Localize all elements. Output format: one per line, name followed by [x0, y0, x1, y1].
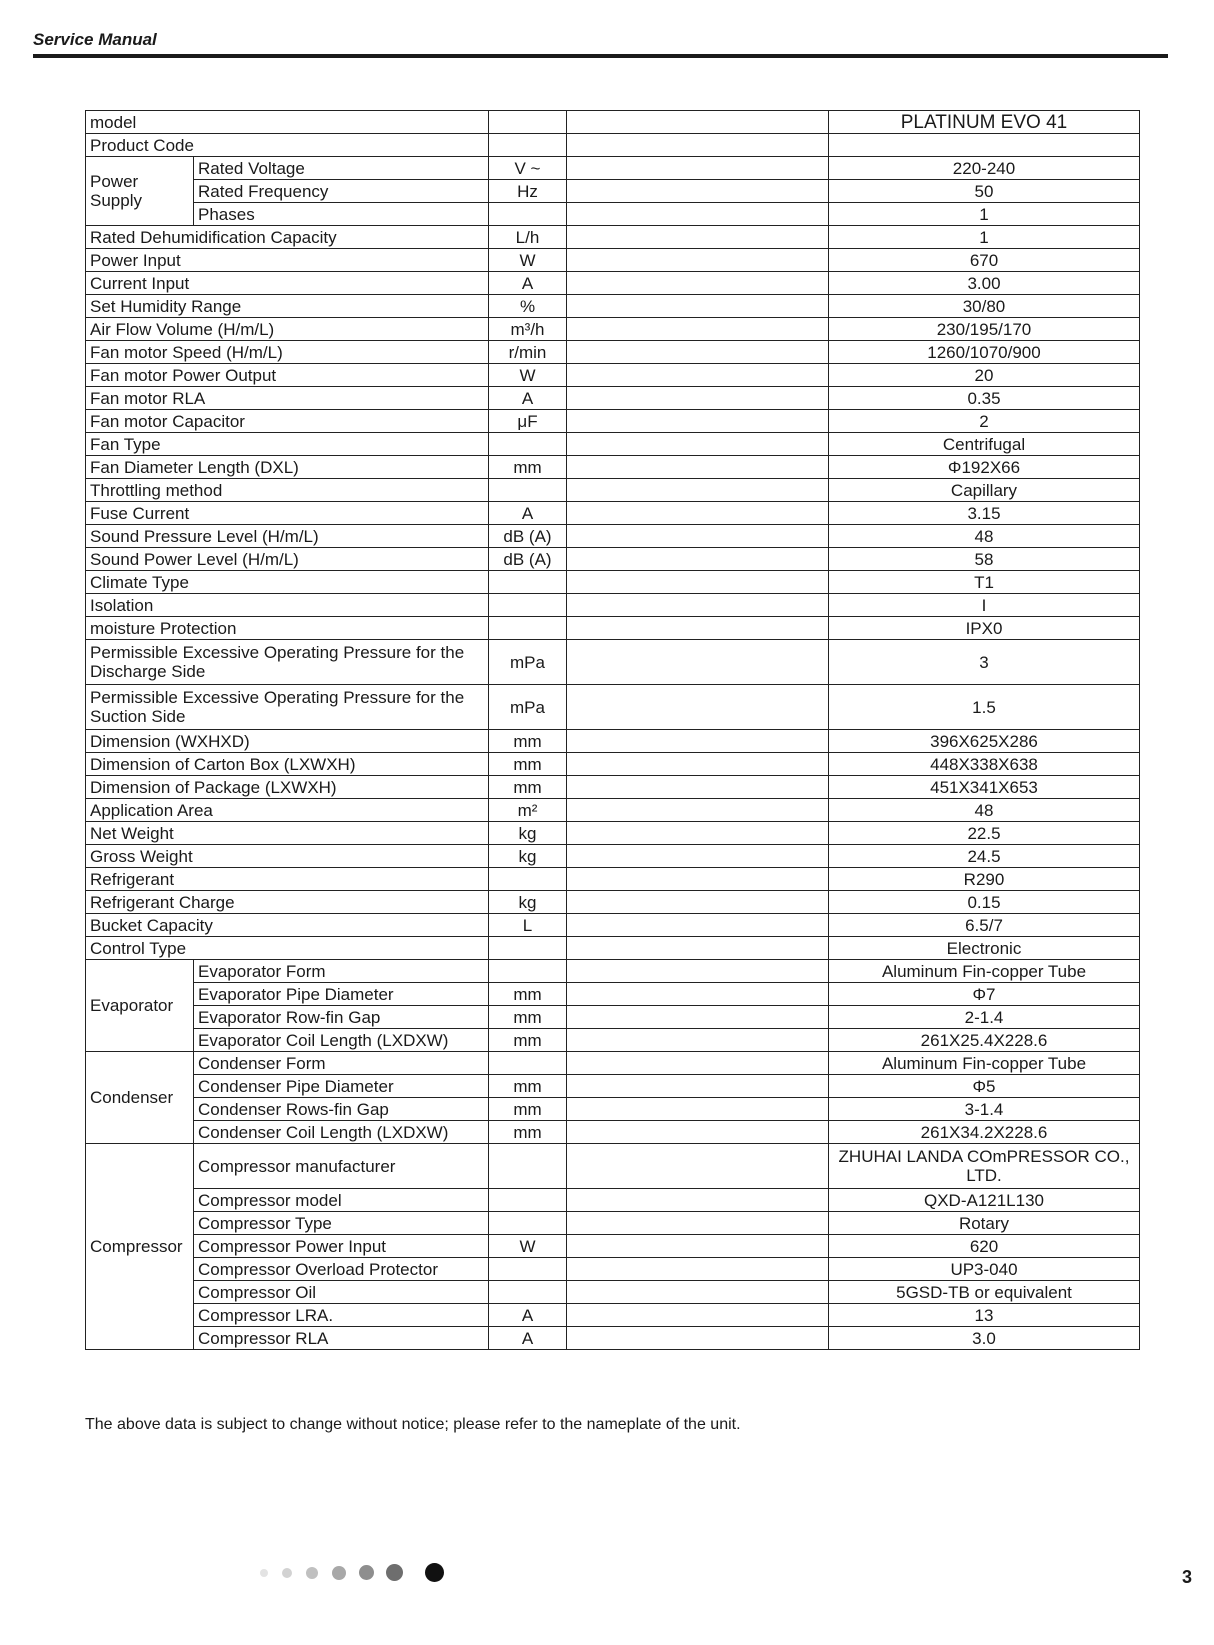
table-row	[86, 203, 1140, 226]
row-unit: L/h	[489, 226, 567, 249]
table-row	[86, 157, 1140, 180]
table-row	[86, 983, 1140, 1006]
row-blank-cell	[567, 640, 829, 685]
row-label: Compressor Oil	[194, 1281, 489, 1304]
row-unit: dB (A)	[489, 548, 567, 571]
table-row	[86, 868, 1140, 891]
row-blank-cell	[567, 1121, 829, 1144]
table-row	[86, 1304, 1140, 1327]
table-row	[86, 341, 1140, 364]
row-unit: mPa	[489, 640, 567, 685]
row-label: Evaporator Row-fin Gap	[194, 1006, 489, 1029]
row-blank-cell	[567, 1189, 829, 1212]
row-blank-cell	[567, 960, 829, 983]
row-unit: A	[489, 502, 567, 525]
row-blank-cell	[567, 387, 829, 410]
row-label: Fan motor Capacitor	[86, 410, 489, 433]
model-value: PLATINUM EVO 41	[829, 111, 1140, 134]
model-unit-cell	[489, 111, 567, 134]
row-blank-cell	[567, 525, 829, 548]
row-label: Dimension of Carton Box (LXWXH)	[86, 753, 489, 776]
table-row	[86, 502, 1140, 525]
row-label: Throttling method	[86, 479, 489, 502]
row-value: 620	[829, 1235, 1140, 1258]
table-row	[86, 479, 1140, 502]
row-label: Set Humidity Range	[86, 295, 489, 318]
row-label: Condenser Pipe Diameter	[194, 1075, 489, 1098]
row-label: Rated Dehumidification Capacity	[86, 226, 489, 249]
row-value: 3-1.4	[829, 1098, 1140, 1121]
group-condenser: Condenser	[86, 1052, 194, 1144]
page-header-title: Service Manual	[33, 30, 157, 49]
row-blank-cell	[567, 983, 829, 1006]
row-value: 6.5/7	[829, 914, 1140, 937]
table-row	[86, 937, 1140, 960]
row-value: I	[829, 594, 1140, 617]
row-label: Compressor Power Input	[194, 1235, 489, 1258]
row-value: 261X25.4X228.6	[829, 1029, 1140, 1052]
row-unit	[489, 571, 567, 594]
row-blank-cell	[567, 203, 829, 226]
row-unit: mm	[489, 1029, 567, 1052]
row-blank-cell	[567, 1258, 829, 1281]
row-label: Evaporator Pipe Diameter	[194, 983, 489, 1006]
table-row	[86, 594, 1140, 617]
row-unit: kg	[489, 891, 567, 914]
row-unit: mm	[489, 456, 567, 479]
row-unit: A	[489, 1327, 567, 1350]
row-label: Compressor RLA	[194, 1327, 489, 1350]
row-value: 261X34.2X228.6	[829, 1121, 1140, 1144]
row-label: Refrigerant Charge	[86, 891, 489, 914]
row-unit: V ~	[489, 157, 567, 180]
row-blank-cell	[567, 318, 829, 341]
row-unit: mm	[489, 1006, 567, 1029]
dot-5	[359, 1565, 374, 1580]
table-row	[86, 456, 1140, 479]
row-value: 50	[829, 180, 1140, 203]
row-label: Fuse Current	[86, 502, 489, 525]
row-value: 3	[829, 640, 1140, 685]
row-value: 670	[829, 249, 1140, 272]
row-label: Sound Pressure Level (H/m/L)	[86, 525, 489, 548]
table-row	[86, 640, 1140, 685]
spec-table-body	[86, 111, 1140, 1350]
group-evaporator: Evaporator	[86, 960, 194, 1052]
row-unit: W	[489, 1235, 567, 1258]
table-row	[86, 891, 1140, 914]
row-value: T1	[829, 571, 1140, 594]
row-value: 20	[829, 364, 1140, 387]
table-row	[86, 226, 1140, 249]
row-label: Climate Type	[86, 571, 489, 594]
row-value: Aluminum Fin-copper Tube	[829, 1052, 1140, 1075]
row-label: Dimension of Package (LXWXH)	[86, 776, 489, 799]
row-value: UP3-040	[829, 1258, 1140, 1281]
row-blank-cell	[567, 1006, 829, 1029]
row-unit: mm	[489, 730, 567, 753]
row-blank-cell	[567, 891, 829, 914]
row-blank-cell	[567, 433, 829, 456]
row-blank-cell	[567, 1144, 829, 1189]
row-value: Centrifugal	[829, 433, 1140, 456]
row-unit	[489, 479, 567, 502]
row-value: 3.00	[829, 272, 1140, 295]
row-unit: m²	[489, 799, 567, 822]
row-value: 230/195/170	[829, 318, 1140, 341]
row-unit: mm	[489, 1121, 567, 1144]
table-row	[86, 295, 1140, 318]
table-row	[86, 960, 1140, 983]
row-value: 24.5	[829, 845, 1140, 868]
row-label: Compressor Type	[194, 1212, 489, 1235]
table-row	[86, 410, 1140, 433]
row-label: Rated Voltage	[194, 157, 489, 180]
row-unit	[489, 1189, 567, 1212]
row-value: R290	[829, 868, 1140, 891]
table-row	[86, 799, 1140, 822]
row-label: Refrigerant	[86, 868, 489, 891]
row-label: Evaporator Form	[194, 960, 489, 983]
table-row	[86, 617, 1140, 640]
row-unit: W	[489, 364, 567, 387]
row-label: Control Type	[86, 937, 489, 960]
row-blank-cell	[567, 341, 829, 364]
table-row	[86, 1258, 1140, 1281]
table-row	[86, 1235, 1140, 1258]
table-row	[86, 822, 1140, 845]
row-unit	[489, 1052, 567, 1075]
row-value: IPX0	[829, 617, 1140, 640]
row-blank-cell	[567, 272, 829, 295]
row-unit: A	[489, 1304, 567, 1327]
row-unit	[489, 1212, 567, 1235]
table-row	[86, 1144, 1140, 1189]
row-unit	[489, 617, 567, 640]
table-row	[86, 776, 1140, 799]
row-blank-cell	[567, 776, 829, 799]
table-row	[86, 249, 1140, 272]
table-row	[86, 571, 1140, 594]
row-unit: A	[489, 272, 567, 295]
row-label: Fan motor Speed (H/m/L)	[86, 341, 489, 364]
page-number: 3	[1181, 1567, 1192, 1587]
table-row	[86, 730, 1140, 753]
group-power-supply: Power Supply	[86, 157, 194, 226]
table-row	[86, 180, 1140, 203]
row-label: Fan motor RLA	[86, 387, 489, 410]
row-unit: L	[489, 914, 567, 937]
spec-table	[85, 110, 1140, 1350]
row-value: Capillary	[829, 479, 1140, 502]
row-blank-cell	[567, 226, 829, 249]
row-blank-cell	[567, 364, 829, 387]
row-blank-cell	[567, 295, 829, 318]
row-unit: %	[489, 295, 567, 318]
row-unit: mm	[489, 1075, 567, 1098]
row-label: Air Flow Volume (H/m/L)	[86, 318, 489, 341]
row-blank-cell	[567, 845, 829, 868]
row-label: Application Area	[86, 799, 489, 822]
row-unit: mm	[489, 776, 567, 799]
row-label: Compressor Overload Protector	[194, 1258, 489, 1281]
table-row	[86, 845, 1140, 868]
table-row	[86, 1052, 1140, 1075]
row-unit	[489, 1144, 567, 1189]
footnote: The above data is subject to change without notice; please refer to the nameplate of the unit.	[85, 1416, 741, 1433]
row-blank-cell	[567, 456, 829, 479]
row-value: 3.15	[829, 502, 1140, 525]
row-value: Aluminum Fin-copper Tube	[829, 960, 1140, 983]
row-value: 13	[829, 1304, 1140, 1327]
row-value: 48	[829, 799, 1140, 822]
row-label: Phases	[194, 203, 489, 226]
row-blank-cell	[567, 502, 829, 525]
row-unit: r/min	[489, 341, 567, 364]
row-blank-cell	[567, 937, 829, 960]
row-label: Sound Power Level (H/m/L)	[86, 548, 489, 571]
row-unit	[489, 203, 567, 226]
table-row	[86, 1075, 1140, 1098]
table-row	[86, 318, 1140, 341]
row-blank-cell	[567, 157, 829, 180]
row-label: Condenser Coil Length (LXDXW)	[194, 1121, 489, 1144]
table-row	[86, 1327, 1140, 1350]
row-unit: m³/h	[489, 318, 567, 341]
row-value: 1.5	[829, 685, 1140, 730]
row-value: 48	[829, 525, 1140, 548]
row-unit: mm	[489, 753, 567, 776]
row-label: Compressor manufacturer	[194, 1144, 489, 1189]
row-blank-cell	[567, 1235, 829, 1258]
row-blank-cell	[567, 1052, 829, 1075]
row-value: 2-1.4	[829, 1006, 1140, 1029]
table-row	[86, 753, 1140, 776]
row-blank-cell	[567, 685, 829, 730]
row-unit: μF	[489, 410, 567, 433]
table-row	[86, 364, 1140, 387]
row-value: QXD-A121L130	[829, 1189, 1140, 1212]
row-label: Evaporator Coil Length (LXDXW)	[194, 1029, 489, 1052]
row-unit: A	[489, 387, 567, 410]
row-label: Power Input	[86, 249, 489, 272]
row-label: Condenser Form	[194, 1052, 489, 1075]
row-unit	[489, 868, 567, 891]
table-row	[86, 548, 1140, 571]
row-blank-cell	[567, 730, 829, 753]
row-value: 0.35	[829, 387, 1140, 410]
row-value: 396X625X286	[829, 730, 1140, 753]
dot-7	[425, 1563, 444, 1582]
table-row	[86, 685, 1140, 730]
row-value: ZHUHAI LANDA COmPRESSOR CO., LTD.	[829, 1144, 1140, 1189]
row-blank-cell	[567, 1029, 829, 1052]
row-unit: mm	[489, 983, 567, 1006]
row-blank-cell	[567, 410, 829, 433]
table-row	[86, 272, 1140, 295]
row-value: 2	[829, 410, 1140, 433]
row-blank-cell	[567, 914, 829, 937]
row-label: Isolation	[86, 594, 489, 617]
row-unit	[489, 433, 567, 456]
row-blank-cell	[567, 822, 829, 845]
row-blank-cell	[567, 617, 829, 640]
group-compressor: Compressor	[86, 1144, 194, 1350]
table-row	[86, 1029, 1140, 1052]
dot-3	[306, 1567, 318, 1579]
row-blank-cell	[567, 1281, 829, 1304]
row-blank-cell	[567, 868, 829, 891]
table-row	[86, 525, 1140, 548]
dot-1	[260, 1569, 268, 1577]
row-unit: kg	[489, 845, 567, 868]
row-value: 1	[829, 226, 1140, 249]
row-blank-cell	[567, 594, 829, 617]
row-value: 0.15	[829, 891, 1140, 914]
row-blank-cell	[567, 753, 829, 776]
table-row	[86, 914, 1140, 937]
row-value: 5GSD-TB or equivalent	[829, 1281, 1140, 1304]
row-label: Compressor model	[194, 1189, 489, 1212]
row-unit: dB (A)	[489, 525, 567, 548]
row-value: 451X341X653	[829, 776, 1140, 799]
row-value: 220-240	[829, 157, 1140, 180]
row-value: Electronic	[829, 937, 1140, 960]
row-blank-cell	[567, 1212, 829, 1235]
table-row	[86, 1121, 1140, 1144]
row-value: 1260/1070/900	[829, 341, 1140, 364]
row-blank-cell	[567, 180, 829, 203]
row-label: Product Code	[86, 134, 489, 157]
row-unit: mm	[489, 1098, 567, 1121]
row-blank-cell	[567, 479, 829, 502]
table-row	[86, 1281, 1140, 1304]
row-value: 30/80	[829, 295, 1140, 318]
row-label: Compressor LRA.	[194, 1304, 489, 1327]
row-value	[829, 134, 1140, 157]
row-value: 22.5	[829, 822, 1140, 845]
row-blank-cell	[567, 134, 829, 157]
table-row	[86, 387, 1140, 410]
row-label: Permissible Excessive Operating Pressure for the Suction Side	[86, 685, 489, 730]
row-blank-cell	[567, 548, 829, 571]
row-value: Φ7	[829, 983, 1140, 1006]
row-blank-cell	[567, 1327, 829, 1350]
row-value: 1	[829, 203, 1140, 226]
row-unit	[489, 1281, 567, 1304]
row-unit	[489, 960, 567, 983]
table-row	[86, 1189, 1140, 1212]
page-dots-decoration	[260, 1558, 460, 1588]
row-label: moisture Protection	[86, 617, 489, 640]
row-value: 3.0	[829, 1327, 1140, 1350]
model-label: model	[86, 111, 489, 134]
row-label: Bucket Capacity	[86, 914, 489, 937]
row-label: Net Weight	[86, 822, 489, 845]
row-blank-cell	[567, 1304, 829, 1327]
dot-2	[282, 1568, 292, 1578]
model-blank-cell	[567, 111, 829, 134]
row-label: Permissible Excessive Operating Pressure for the Discharge Side	[86, 640, 489, 685]
row-value: 58	[829, 548, 1140, 571]
row-unit: kg	[489, 822, 567, 845]
row-label: Current Input	[86, 272, 489, 295]
row-label: Fan Type	[86, 433, 489, 456]
row-blank-cell	[567, 1075, 829, 1098]
row-blank-cell	[567, 799, 829, 822]
table-row-model	[86, 111, 1140, 134]
row-unit	[489, 134, 567, 157]
table-row	[86, 1212, 1140, 1235]
row-value: Φ5	[829, 1075, 1140, 1098]
row-label: Gross Weight	[86, 845, 489, 868]
row-label: Fan Diameter Length (DXL)	[86, 456, 489, 479]
row-unit: mPa	[489, 685, 567, 730]
row-unit: W	[489, 249, 567, 272]
row-unit	[489, 937, 567, 960]
header-rule	[33, 54, 1168, 58]
row-value: Rotary	[829, 1212, 1140, 1235]
row-label: Dimension (WXHXD)	[86, 730, 489, 753]
table-row	[86, 1006, 1140, 1029]
row-value: Φ192X66	[829, 456, 1140, 479]
row-blank-cell	[567, 1098, 829, 1121]
row-value: 448X338X638	[829, 753, 1140, 776]
row-unit	[489, 594, 567, 617]
table-row	[86, 433, 1140, 456]
row-label: Fan motor Power Output	[86, 364, 489, 387]
row-unit: Hz	[489, 180, 567, 203]
table-row	[86, 134, 1140, 157]
row-blank-cell	[567, 249, 829, 272]
row-unit	[489, 1258, 567, 1281]
row-label: Rated Frequency	[194, 180, 489, 203]
row-label: Condenser Rows-fin Gap	[194, 1098, 489, 1121]
row-blank-cell	[567, 571, 829, 594]
dot-4	[332, 1566, 346, 1580]
table-row	[86, 1098, 1140, 1121]
dot-6	[386, 1564, 403, 1581]
